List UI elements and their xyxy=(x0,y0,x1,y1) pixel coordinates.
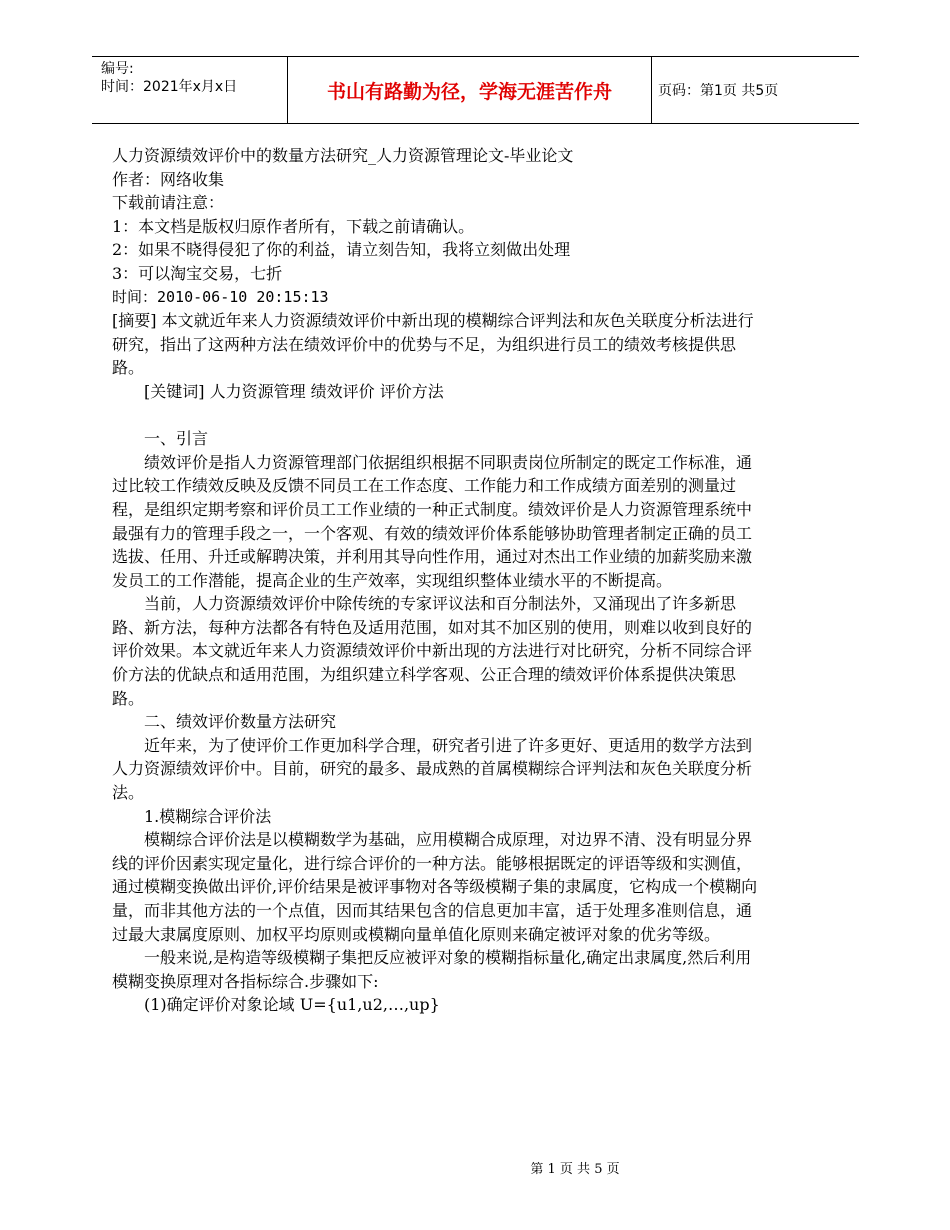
code-label: 编号: xyxy=(101,61,134,77)
section-1-paragraph-2: 当前，人力资源绩效评价中除传统的专家评议法和百分制法外，又涌现出了许多新思路、新方法，每种方法都各有特色及适用范围，如对其不加区别的使用，则难以收到良好的评价效果。本文就近年来人力资源绩效评价中新出现的方法进行对比研究，分析不同综合评价方法的优缺点和适用范围，为组织建立科学客观、公正合理的绩效评价体系提供决策思路。 xyxy=(112,594,753,708)
document-title: 人力资源绩效评价中的数量方法研究_人力资源管理论文-毕业论文 xyxy=(112,146,574,165)
document-body xyxy=(112,144,767,1017)
notice-item-1: 1：本文档是版权归原作者所有，下载之前请确认。 xyxy=(112,216,475,236)
section-2-heading: 二、绩效评价数量方法研究 xyxy=(144,712,337,732)
section-1-heading: 一、引言 xyxy=(144,429,209,449)
subsection-1-paragraph-2: 一般来说,是构造等级模糊子集把反应被评对象的模糊指标量化,确定出隶属度,然后利用模糊变换原理对各指标综合.步骤如下: xyxy=(112,948,752,991)
header-slogan: 书山有路勤为径，学海无涯苦作舟 xyxy=(287,57,652,123)
time-label: 时间：2021年x月x日 xyxy=(101,79,238,95)
blank-line xyxy=(112,404,767,428)
subsection-1-heading: 1.模糊综合评价法 xyxy=(144,806,272,826)
header-left-cell xyxy=(92,57,287,123)
page-header xyxy=(92,56,859,124)
keywords: [关键词] 人力资源管理 绩效评价 评价方法 xyxy=(144,381,444,401)
author-line: 作者：网络收集 xyxy=(112,169,225,189)
time-line: 时间：2010-06-10 20:15:13 xyxy=(112,287,329,306)
notice-item-2: 2：如果不晓得侵犯了你的利益，请立刻告知，我将立刻做出处理 xyxy=(112,240,571,260)
notice-item-3: 3：可以淘宝交易，七折 xyxy=(112,263,283,283)
notice-heading: 下载前请注意： xyxy=(112,193,225,213)
subsection-1-paragraph-1: 模糊综合评价法是以模糊数学为基础，应用模糊合成原理，对边界不清、没有明显分界线的评价因素实现定量化，进行综合评价的一种方法。能够根据既定的评语等级和实测值，通过模糊变换做出评价,评价结果是被评事物对各等级模糊子集的隶属度，它构成一个模糊向量，而非其他方法的一个点值，因而其结果包含的信息更加丰富，适于处理多准则信息，通过最大隶属度原则、加权平均原则或模糊向量单值化原则来确定被评对象的优劣等级。 xyxy=(112,830,758,944)
section-2-paragraph-1: 近年来，为了使评价工作更加科学合理，研究者引进了许多更好、更适用的数学方法到人力资源绩效评价中。目前，研究的最多、最成熟的首属模糊综合评判法和灰色关联度分析法。 xyxy=(112,735,753,803)
section-1-paragraph-1: 绩效评价是指人力资源管理部门依据组织根据不同职责岗位所制定的既定工作标准，通过比较工作绩效反映及反馈不同员工在工作态度、工作能力和工作成绩方面差别的测量过程，是组织定期考察和评价员工工作业绩的一种正式制度。绩效评价是人力资源管理系统中最强有力的管理手段之一，一个客观、有效的绩效评价体系能够协助管理者制定正确的员工选拔、任用、升迁或解聘决策，并利用其导向性作用，通过对杰出工作业绩的加薪奖励来激发员工的工作潜能，提高企业的生产效率，实现组织整体业绩水平的不断提高。 xyxy=(112,452,753,590)
step-1: (1)确定评价对象论域 U={u1,u2,…,up} xyxy=(144,995,440,1015)
header-page-info: 页码：第1页 共5页 xyxy=(658,83,779,99)
page-footer: 第 1 页 共 5 页 xyxy=(530,1162,620,1177)
abstract: [摘要] 本文就近年来人力资源绩效评价中新出现的模糊综合评判法和灰色关联度分析法进行研究，指出了这两种方法在绩效评价中的优势与不足，为组织进行员工的绩效考核提供思路。 xyxy=(112,311,754,378)
